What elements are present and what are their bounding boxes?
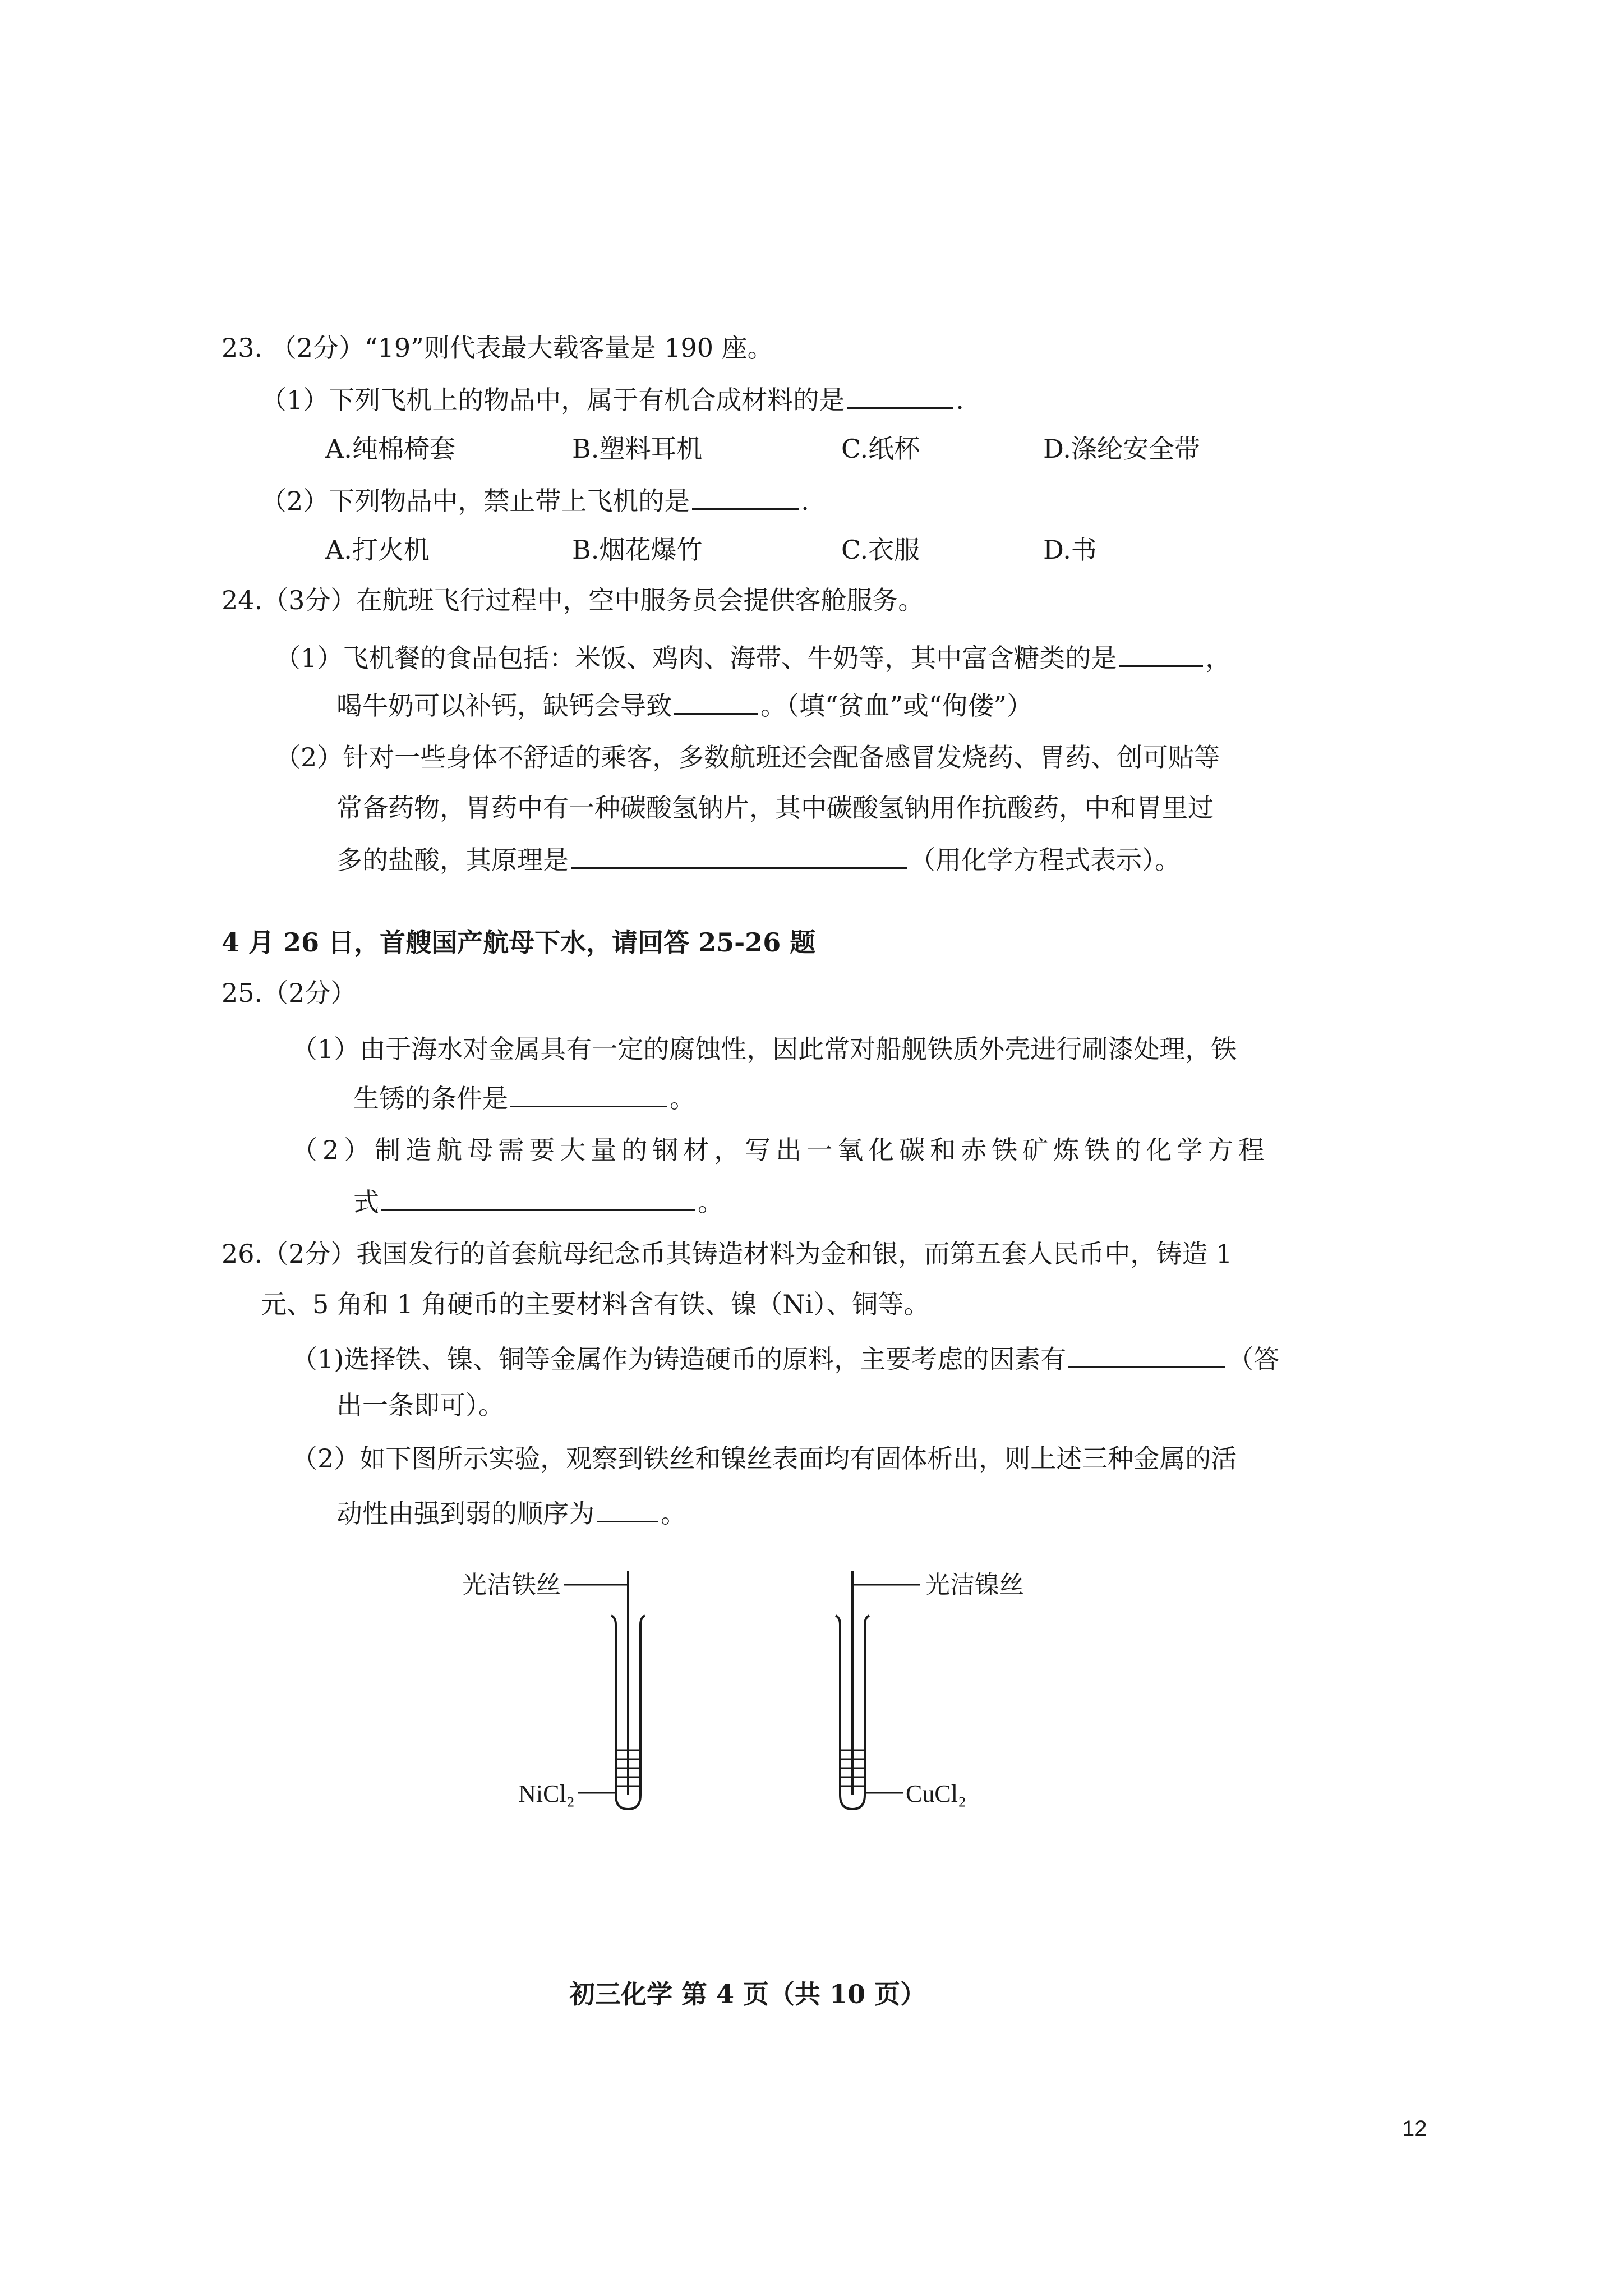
q25-part1-end: 。 bbox=[670, 1083, 695, 1114]
page-footer: 初三化学 第 4 页（共 10 页） bbox=[569, 1979, 926, 2009]
q24-stem: 24.（3分）在航班飞行过程中，空中服务员会提供客舱服务。 bbox=[222, 585, 924, 615]
left-wire-label: 光洁铁丝 bbox=[462, 1571, 561, 1599]
q24-part1-blank-calcium[interactable] bbox=[674, 687, 758, 715]
q25-part2-line2 bbox=[353, 1184, 723, 1219]
q24-part2-line1: （2）针对一些身体不舒适的乘客，多数航班还会配备感冒发烧药、胃药、创可贴等 bbox=[275, 742, 1220, 772]
q23-part2-option-b[interactable]: B.烟花爆竹 bbox=[572, 535, 703, 565]
q26-part1-end: （答 bbox=[1228, 1344, 1280, 1374]
q24-part1-line1 bbox=[275, 639, 1231, 675]
q24-part1-text: （1）飞机餐的食品包括：米饭、鸡肉、海带、牛奶等，其中富含糖类的是 bbox=[275, 643, 1117, 673]
right-solution-label: CuCl₂ bbox=[906, 1780, 967, 1807]
q24-part1-comma: ， bbox=[1205, 643, 1232, 673]
q25-part1-line2 bbox=[353, 1080, 695, 1115]
q24-part2-hint: （用化学方程式表示）。 bbox=[910, 845, 1181, 875]
q23-part1-text: （1）下列飞机上的物品中，属于有机合成材料的是 bbox=[261, 385, 845, 415]
q25-stem: 25.（2分） bbox=[222, 978, 357, 1008]
q26-part2-end: 。 bbox=[661, 1498, 686, 1529]
q24-part2-text3: 多的盐酸，其原理是 bbox=[336, 845, 569, 875]
q24-part2-blank-equation[interactable] bbox=[571, 841, 907, 869]
q23-part1-blank[interactable] bbox=[847, 381, 953, 409]
experiment-figure bbox=[437, 1559, 1099, 1851]
left-solution-label: NiCl₂ bbox=[518, 1780, 575, 1807]
q26-part1-line2: 出一条即可）。 bbox=[336, 1390, 504, 1420]
q23-part2-end: . bbox=[801, 486, 809, 516]
q23-part1 bbox=[261, 381, 964, 417]
q23-part1-end: . bbox=[956, 385, 964, 415]
q23-part2-blank[interactable] bbox=[692, 482, 799, 510]
right-wire-label: 光洁镍丝 bbox=[925, 1571, 1024, 1599]
q23-part2-text: （2）下列物品中，禁止带上飞机的是 bbox=[261, 486, 690, 516]
q24-part1-hint: 。（填“贫血”或“佝偻”） bbox=[760, 691, 1033, 721]
q23-part1-option-b[interactable]: B.塑料耳机 bbox=[572, 434, 703, 464]
q24-part1-text2: 喝牛奶可以补钙，缺钙会导致 bbox=[336, 691, 672, 721]
q26-part2-line1: （2）如下图所示实验，观察到铁丝和镍丝表面均有固体析出，则上述三种金属的活 bbox=[292, 1443, 1237, 1474]
page-number: 12 bbox=[1402, 2116, 1427, 2141]
q23-part2-option-d[interactable]: D.书 bbox=[1043, 535, 1097, 565]
q26-stem-line2: 元、5 角和 1 角硬币的主要材料含有铁、镍（Ni）、铜等。 bbox=[261, 1289, 930, 1319]
q26-part1-line1 bbox=[292, 1341, 1279, 1376]
q25-part2-text2: 式 bbox=[353, 1187, 379, 1217]
q23-part2-option-a[interactable]: A.打火机 bbox=[325, 535, 430, 565]
q26-stem-line1: 26.（2分）我国发行的首套航母纪念币其铸造材料为金和银，而第五套人民币中，铸造 1 bbox=[222, 1239, 1233, 1269]
q23-part1-option-d[interactable]: D.涤纶安全带 bbox=[1043, 434, 1200, 464]
section-header: 4 月 26 日，首艘国产航母下水，请回答 25-26 题 bbox=[222, 927, 816, 958]
q24-part1-blank-sugar[interactable] bbox=[1119, 639, 1203, 667]
q23-part2 bbox=[261, 482, 809, 518]
q25-part2-end: 。 bbox=[698, 1187, 723, 1217]
q25-part1-text2: 生锈的条件是 bbox=[353, 1083, 508, 1114]
q26-part2-text2: 动性由强到弱的顺序为 bbox=[336, 1498, 594, 1529]
q24-part2-line2: 常备药物，胃药中有一种碳酸氢钠片，其中碳酸氢钠用作抗酸药，中和胃里过 bbox=[336, 793, 1214, 823]
q26-part2-blank[interactable] bbox=[597, 1495, 658, 1522]
q23-stem: 23. （2分）“19”则代表最大载客量是 190 座。 bbox=[222, 333, 773, 363]
q25-part2-blank[interactable] bbox=[381, 1184, 695, 1211]
q26-part1-text: （1)选择铁、镍、铜等金属作为铸造硬币的原料，主要考虑的因素有 bbox=[292, 1344, 1067, 1374]
q23-part2-option-c[interactable]: C.衣服 bbox=[841, 535, 920, 565]
q25-part1-line1: （1）由于海水对金属具有一定的腐蚀性，因此常对船舰铁质外壳进行刷漆处理，铁 bbox=[292, 1034, 1237, 1064]
q25-part1-blank[interactable] bbox=[510, 1080, 667, 1107]
q24-part1-line2 bbox=[336, 687, 1032, 723]
q25-part2-line1: （2）制造航母需要大量的钢材，写出一氧化碳和赤铁矿炼铁的化学方程 bbox=[292, 1135, 1270, 1165]
q26-part1-blank[interactable] bbox=[1068, 1341, 1225, 1368]
q24-part2-line3 bbox=[336, 841, 1181, 877]
q23-part1-option-c[interactable]: C.纸杯 bbox=[841, 434, 920, 464]
q26-part2-line2 bbox=[336, 1495, 686, 1530]
q23-part1-option-a[interactable]: A.纯棉椅套 bbox=[325, 434, 455, 464]
